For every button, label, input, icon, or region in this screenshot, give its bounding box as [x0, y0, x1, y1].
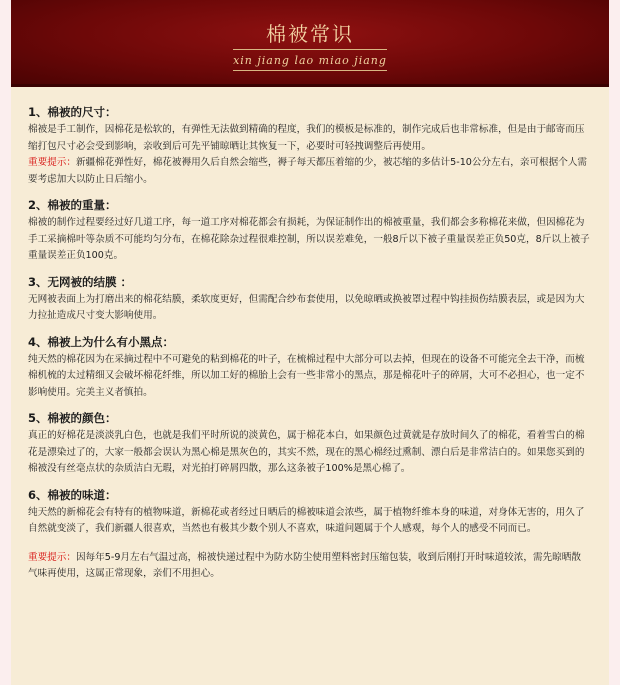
- section-weight: [28, 197, 590, 265]
- important-note: [28, 155, 590, 188]
- section-text: 无网被表面上为打磨出来的棉花结膜，柔软度更好，但需配合纱布套使用，以免晾晒或换被罩过程中钩挂损伤结膜表层，或是因为大力拉扯造成尺寸变大影响使用。: [28, 293, 585, 321]
- page-subtitle: xin jiang lao miao jiang: [233, 54, 387, 67]
- section-text: 纯天然的棉花因为在采摘过程中不可避免的粘到棉花的叶子，在梳棉过程中大部分可以去掉，但现在的设备不可能完全去干净，而梳棉机梳的太过精细又会破坏棉花纤维，所以加工好的棉胎上会有一些非常小的黑点，那是棉花叶子的碎屑，大可不必担心，也一定不影响使用。完美主义者慎拍。: [28, 353, 585, 398]
- content-panel: [11, 0, 609, 685]
- section-film: [28, 274, 590, 325]
- section-text: 纯天然的新棉花会有特有的植物味道，新棉花或者经过日晒后的棉被味道会浓些，属于植物纤维本身的味道，对身体无害的，用久了自然就变淡了，我们新疆人很喜欢，当然也有极其少数个别人不喜欢，味道问题属于个人感观，每个人的感受不同而已。: [28, 506, 585, 534]
- note-label: 重要提示：: [28, 551, 76, 563]
- footer-important-note: [28, 550, 590, 583]
- note-text: 因每年5-9月左右气温过高，棉被快递过程中为防水防尘使用塑料密封压缩包装，收到后刚打开时味道较浓，需先晾晒散气味再使用，这属正常现象，亲们不用担心。: [28, 551, 581, 579]
- section-smell: [28, 487, 590, 538]
- title-divider: [233, 49, 387, 50]
- section-heading: 3、无网被的结膜 ：: [28, 274, 133, 289]
- note-text: 新疆棉花弹性好，棉花被褥用久后自然会缩些，褥子每天都压着缩的少，被芯缩的多估计5-10公分左右，亲可根据个人需要考虑加大以防止日后缩小。: [28, 157, 588, 185]
- section-color: [28, 410, 590, 478]
- header-banner: [11, 0, 609, 87]
- section-heading: 2、棉被的重量：: [28, 198, 117, 212]
- section-text: 棉被的制作过程要经过好几道工序，每一道工序对棉花都会有损耗，为保证制作出的棉被重量，我们都会多称棉花来做，但因棉花为手工采摘棉叶等杂质不可能均匀分布，在棉花除杂过程很难控制，所以误差难免，一般8斤以下被子重量误差正负50克，8斤以上被子重量误差正负100克。: [28, 217, 590, 261]
- article-body: [28, 104, 590, 583]
- note-label: 重要提示：: [28, 157, 76, 168]
- section-size: [28, 104, 590, 188]
- section-black-dots: [28, 334, 590, 402]
- section-heading: 6、棉被的味道：: [28, 487, 117, 502]
- section-heading: 1、棉被的尺寸：: [28, 105, 117, 119]
- subtitle-divider: [233, 70, 387, 71]
- section-text: 真正的好棉花是淡淡乳白色，也就是我们平时所说的淡黄色，属于棉花本白，如果颜色过黄就是存放时间久了的棉花，看着雪白的棉花是漂染过了的，大家一般都会误认为黑心棉是黑灰色的，其实不然，现在的黑心棉经过熏制、漂白后是非常洁白的。如果您买到的棉被没有丝毫点状的杂质洁白无瑕，对光拍打碎屑四散，那么这条被子100%是黑心棉了。: [28, 430, 585, 474]
- section-text: 棉被是手工制作，因棉花是松软的，有弹性无法做到精确的程度，我们的模板是标准的，制作完成后也非常标准，但是由于邮寄而压缩打包尺寸必会受到影响，亲收到后可先平铺晾晒让其恢复一下，必要时可轻拽调整后再使用。: [28, 124, 585, 152]
- page-title: 棉被常识: [266, 22, 354, 46]
- section-heading: 5、棉被的颜色：: [28, 411, 117, 425]
- section-heading: 4、棉被上为什么有小黑点：: [28, 334, 175, 349]
